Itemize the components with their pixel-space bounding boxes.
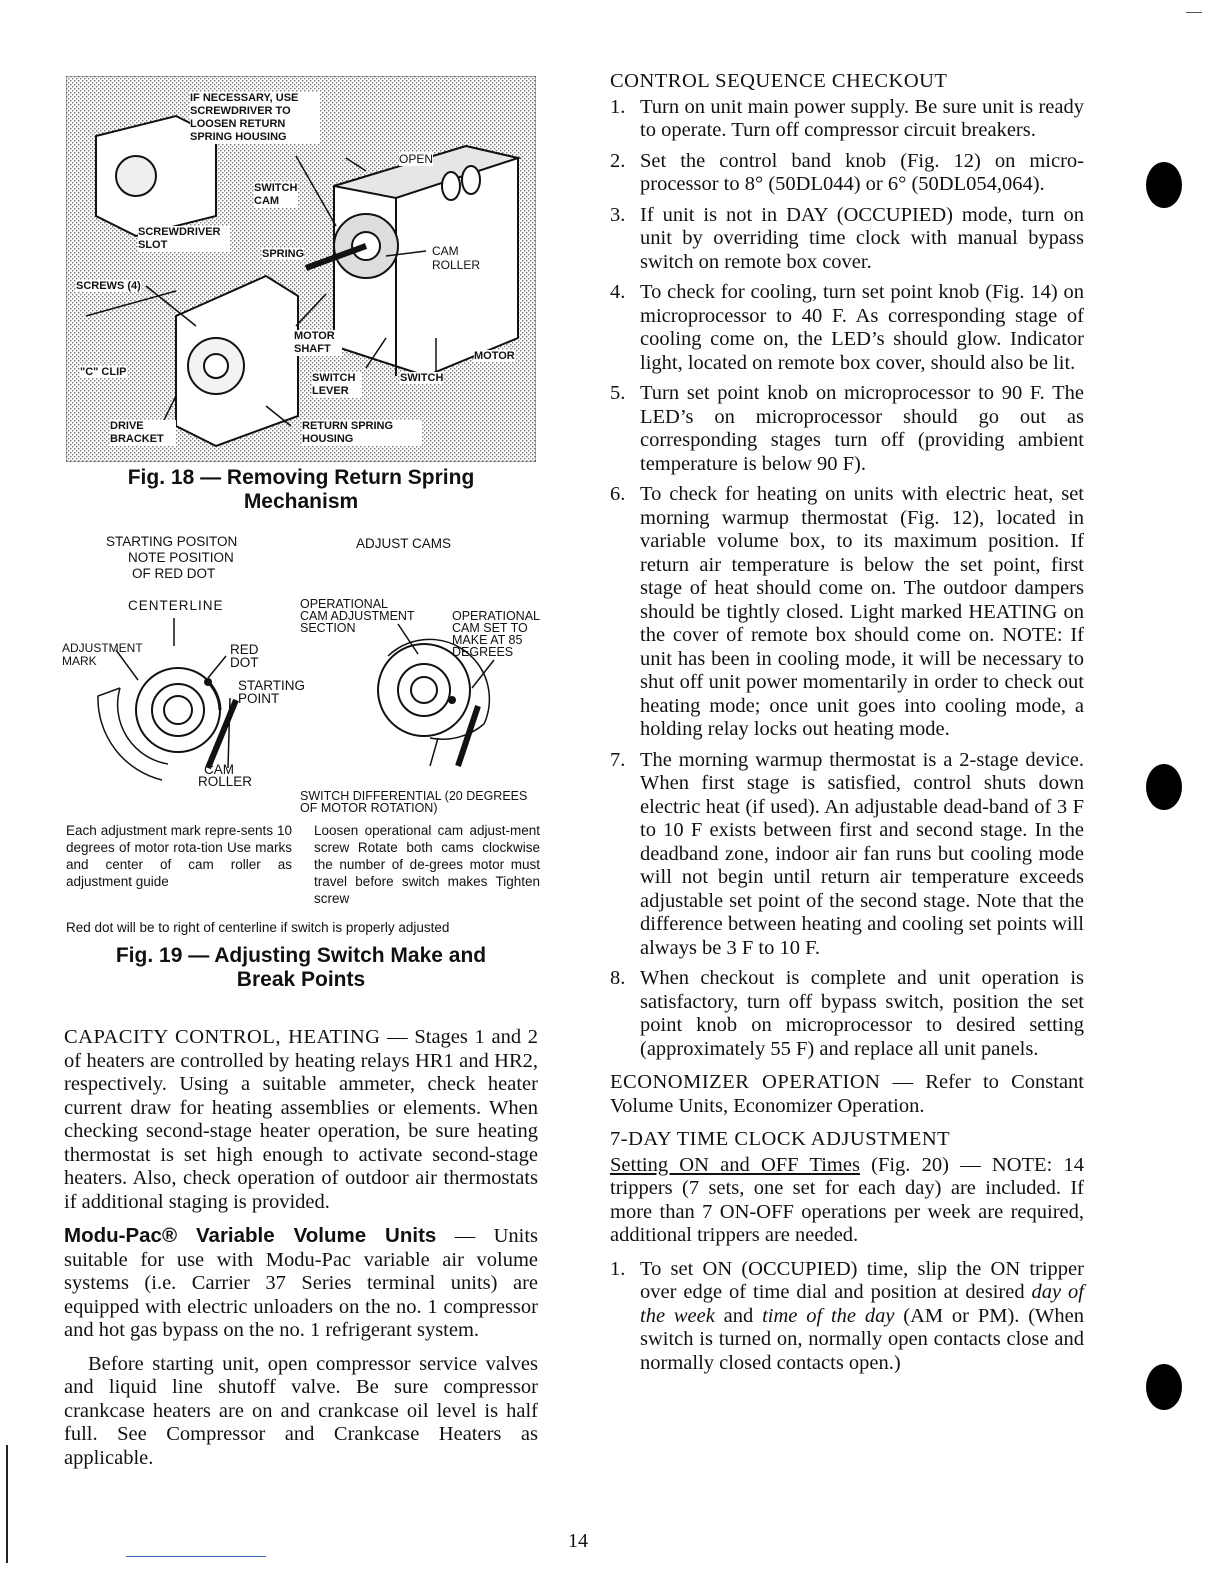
economizer-heading: ECONOMIZER OPERATION	[610, 1071, 881, 1093]
step-text: The morning warmup thermostat is a 2-stage device. When first stage is satisfied, control shuts down electric heat (if used). An adjustable dead-band of 3 F to 10 F exists between first and second stage. In the deadband zone, indoor air fan runs but cooling mode will not begin until return air temperature exceeds adjustable set point of the second stage. Note that the difference between heating and cooling set points will always be 3 F to 10 F.	[640, 748, 1084, 959]
step-number: 3.	[610, 203, 626, 226]
op-set-l1: OPERATIONAL	[452, 609, 540, 623]
starting-point-l2: POINT	[238, 691, 280, 706]
step-text: Turn on unit main power supply. Be sure unit is ready to operate. Turn off compressor circuit breakers.	[640, 95, 1084, 141]
op-set-l2: CAM SET TO	[452, 621, 528, 635]
label-spring: SPRING	[262, 248, 305, 260]
footer-rule	[126, 1556, 266, 1557]
step-item	[610, 483, 1084, 742]
step-item	[610, 1258, 1084, 1376]
step-item	[610, 204, 1084, 275]
label-if-necessary: IF NECESSARY, USE SCREWDRIVER TO LOOSEN RETURN SPRING HOUSING	[190, 92, 320, 144]
red-dot-l2: DOT	[230, 655, 259, 670]
label-open: OPEN	[399, 152, 434, 166]
op-cam-l2: CAM ADJUSTMENT	[300, 609, 415, 623]
fig19-caption-line2: Break Points	[236, 968, 366, 991]
step-text: If unit is not in DAY (OCCUPIED) mode, turn on unit by overriding time clock with manual bypass switch on remote box cover.	[640, 203, 1084, 273]
op-set-l4: DEGREES	[452, 645, 514, 659]
centerline-label: CENTERLINE	[128, 598, 224, 613]
clock-step-b: (AM or PM). (When switch is turned on, normally open contacts close and normally closed contacts open.)	[640, 1304, 1085, 1374]
starting-position-l1: STARTING POSITON	[106, 534, 238, 549]
starting-position-l2: NOTE POSITION	[128, 550, 234, 565]
label-screwdriver-slot: SCREWDRIVER SLOT	[138, 226, 230, 252]
label-screws: SCREWS (4)	[76, 280, 141, 292]
op-cam-l1: OPERATIONAL	[300, 597, 388, 611]
step-number: 2.	[610, 149, 626, 172]
setting-times-body: (Fig. 20) — NOTE: 14 trippers (7 sets, one set for each day) are included. If more than 7 ON-OFF operations per week are required, additional trippers are needed.	[610, 1153, 1084, 1246]
setting-times-heading: Setting ON and OFF Times	[610, 1153, 860, 1176]
step-number: 1.	[610, 1257, 626, 1280]
capacity-control-body: — Stages 1 and 2 of heaters are controlled by heating relays HR1 and HR2, respectively. Using a suitable ammeter, check heater current draw for heating assemblies or elements. When checking second-stage heater operation, be sure heating thermostat is set high enough to activate second-stage heaters. Also, check operation of outdoor air thermostats if additional staging is provided.	[64, 1026, 538, 1213]
capacity-control-paragraph	[64, 1026, 538, 1214]
label-switch-lever: SWITCH LEVER	[312, 372, 362, 398]
fig19-note-left: Each adjustment mark repre-sents 10 degrees of motor rota-tion Use marks and center of cam roller as adjustment guide	[66, 823, 292, 889]
clock-step-and: and	[714, 1304, 763, 1327]
control-sequence-steps	[610, 96, 1084, 1062]
modupac-heading: Modu-Pac® Variable Volume Units	[64, 1224, 437, 1247]
setting-times-paragraph	[610, 1154, 1084, 1248]
step-text: To check for cooling, turn set point knob (Fig. 14) on microprocessor to 40 F. As corresponding stage of cooling come on, the LED’s should glow. Indicator light, located on remote box cover, should also be lit.	[640, 281, 1084, 374]
clock-step-day: day of the week	[640, 1281, 1085, 1327]
fig19-note-right: Loosen operational cam adjust-ment screw Rotate both cams clockwise the number of de-grees motor must travel before switch makes Tighten screw	[314, 823, 540, 906]
step-number: 1.	[610, 95, 626, 118]
step-number: 4.	[610, 281, 626, 303]
label-switch: SWITCH	[400, 372, 444, 384]
step-item	[610, 967, 1084, 1061]
starting-point-l1: STARTING	[238, 678, 306, 693]
clock-steps	[610, 1258, 1084, 1376]
margin-bar	[6, 1445, 8, 1563]
step-item	[610, 281, 1084, 375]
fig18-caption-line2: Mechanism	[243, 490, 359, 513]
modupac-paragraph	[64, 1224, 538, 1343]
punch-hole	[1146, 764, 1182, 810]
label-return-spring-housing: RETURN SPRING HOUSING	[302, 420, 422, 446]
clock-step-time: time of the day	[762, 1304, 895, 1327]
corner-mark	[1186, 12, 1202, 13]
before-starting-paragraph: Before starting unit, open compressor service valves and liquid line shutoff valve. Be sure compressor crankcase heaters are on and crankcase oil level is half full. See Compressor and Crankcase Heaters as applicable.	[64, 1352, 538, 1469]
clock-step-a: To set ON (OCCUPIED) time, slip the ON tripper over edge of time dial and position at desired	[640, 1257, 1084, 1303]
right-column	[610, 70, 1084, 1385]
label-c-clip: "C" CLIP	[80, 366, 127, 378]
label-switch-cam: SWITCH CAM	[254, 182, 298, 207]
control-sequence-heading: CONTROL SEQUENCE CHECKOUT	[610, 70, 948, 92]
cam-roller-l2: ROLLER	[198, 774, 253, 789]
cam-roller-l1: CAM	[204, 762, 234, 777]
step-item	[610, 749, 1084, 961]
time-clock-heading: 7-DAY TIME CLOCK ADJUSTMENT	[610, 1128, 951, 1150]
economizer-paragraph	[610, 1071, 1084, 1118]
step-item	[610, 382, 1084, 476]
step-item	[610, 150, 1084, 197]
op-set-l3: MAKE AT 85	[452, 633, 523, 647]
switch-diff-l2: OF MOTOR ROTATION)	[300, 801, 438, 815]
punch-hole	[1146, 1364, 1182, 1410]
step-text: When checkout is complete and unit operation is satisfactory, turn off bypass switch, position the set point knob on microprocessor to desired setting (approximately 55 F) and replace all unit panels.	[640, 967, 1084, 1060]
op-cam-l3: SECTION	[300, 621, 356, 635]
step-number: 6.	[610, 483, 626, 505]
fig18-caption-line1: Fig. 18 — Removing Return Spring	[127, 466, 475, 489]
fig18-caption	[66, 466, 536, 514]
step-number: 7.	[610, 748, 626, 771]
economizer-body: — Refer to Constant Volume Units, Economizer Operation.	[610, 1071, 1084, 1117]
fig19-caption-line1: Fig. 19 — Adjusting Switch Make and	[115, 944, 487, 967]
modupac-body: — Units suitable for use with Modu-Pac variable air volume systems (i.e. Carrier 37 Series terminal units) are equipped with electric unloaders on the no. 1 compressor and hot gas bypass on the no. 1 refrigerant system.	[64, 1225, 538, 1341]
fig19-caption	[66, 944, 536, 992]
adjustment-mark-l1: ADJUSTMENT	[62, 641, 143, 655]
adjust-cams-label: ADJUST CAMS	[356, 536, 452, 551]
capacity-control-heading: CAPACITY CONTROL, HEATING	[64, 1026, 381, 1048]
step-number: 8.	[610, 967, 626, 989]
step-text: Set the control band knob (Fig. 12) on micro-processor to 8° (50DL044) or 6° (50DL054,064).	[640, 149, 1084, 195]
step-number: 5.	[610, 382, 626, 404]
label-motor-shaft: MOTOR SHAFT	[294, 330, 342, 356]
step-item	[610, 96, 1084, 143]
red-dot-l1: RED	[230, 642, 259, 657]
switch-diff-l1: SWITCH DIFFERENTIAL (20 DEGREES	[300, 789, 528, 803]
punch-hole	[1146, 162, 1182, 208]
left-column	[64, 1026, 538, 1480]
fig19-illustration	[58, 528, 548, 935]
fig18-illustration	[66, 76, 536, 462]
page-number: 14	[568, 1530, 588, 1552]
step-text: To check for heating on units with electric heat, set morning warmup thermostat (Fig. 12), located in variable volume box, to its maximum position. If return air temperature is below the set point, first stage of heat should come on. The outdoor dampers should be tightly closed. Light marked HEATING on the cover of remote box should come on. NOTE: If unit has been in cooling mode, it will be necessary to shut off unit power momentarily in order to check out heating mode; once unit goes into cooling mode, a holding relay locks out heating mode.	[640, 483, 1084, 740]
starting-position-l3: OF RED DOT	[132, 566, 216, 581]
label-drive-bracket: DRIVE BRACKET	[110, 420, 176, 446]
step-text: Turn set point knob on microprocessor to 90 F. The LED’s on microprocessor should go out as corresponding stages turn off (providing ambient temperature is below 90 F).	[640, 382, 1084, 475]
label-motor: MOTOR	[474, 350, 515, 362]
label-cam-roller: CAM ROLLER	[432, 244, 496, 272]
fig19-red-dot-note: Red dot will be to right of centerline if switch is properly adjusted	[66, 920, 450, 935]
adjustment-mark-l2: MARK	[62, 654, 97, 668]
